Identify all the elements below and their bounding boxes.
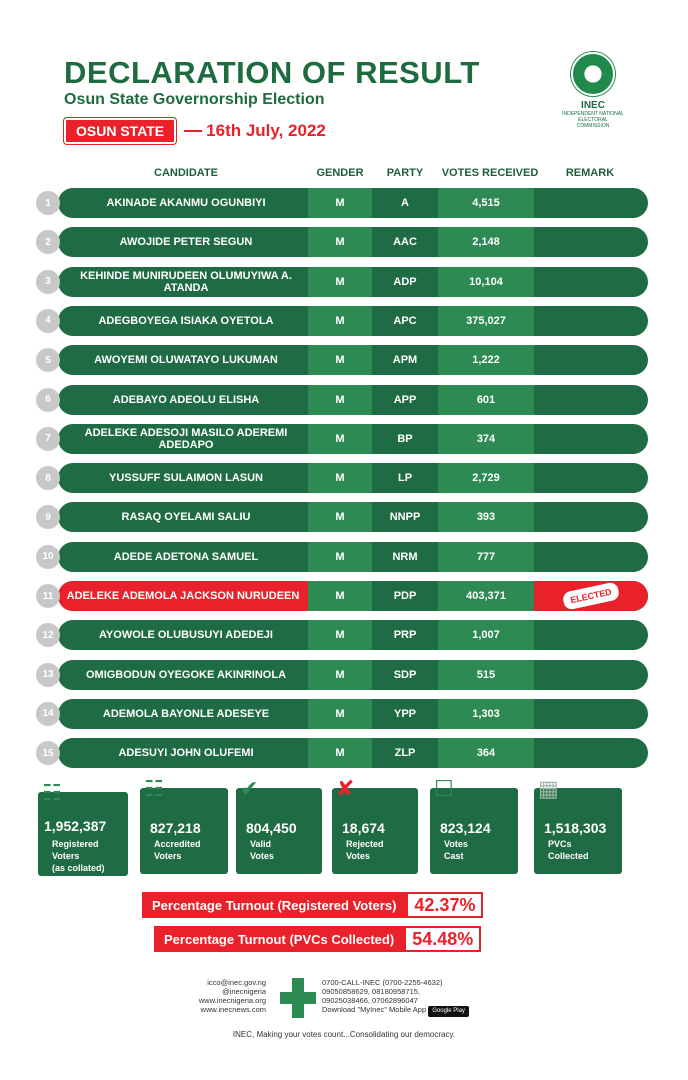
header xyxy=(64,56,480,109)
candidate-gender: M xyxy=(308,581,372,611)
table-row xyxy=(36,227,648,257)
header-remark: REMARK xyxy=(565,167,615,179)
header-votes: VOTES RECEIVED xyxy=(441,167,539,179)
candidate-name: AKINADE AKANMU OGUNBIYI xyxy=(106,197,266,209)
footer-contacts xyxy=(186,978,266,1014)
candidate-party: BP xyxy=(397,432,413,445)
candidate-remark xyxy=(534,463,648,493)
candidate-votes: 374 xyxy=(438,424,534,454)
candidate-party: PDP xyxy=(393,590,417,602)
candidate-party: AAC xyxy=(393,236,417,249)
row-number: 7 xyxy=(36,427,60,451)
stat-label: Registered Voters (as collated) xyxy=(52,839,105,873)
candidate-name: ADEBAYO ADEOLU ELISHA xyxy=(112,393,260,406)
stats-row xyxy=(38,776,638,874)
turnout-registered xyxy=(142,892,483,918)
logo-text: INEC xyxy=(581,100,605,111)
voter-card-icon: ▦ xyxy=(538,776,559,801)
candidate-votes: 375,027 xyxy=(438,306,534,336)
stat-label: Rejected Votes xyxy=(346,839,384,861)
table-row xyxy=(36,424,648,454)
candidate-votes: 403,371 xyxy=(438,581,534,611)
candidate-gender: M xyxy=(308,424,372,454)
candidate-remark xyxy=(534,345,648,375)
table-row xyxy=(36,502,648,532)
candidate-name: AWOJIDE PETER SEGUN xyxy=(119,236,253,249)
table-row xyxy=(36,385,648,415)
candidate-gender: M xyxy=(308,699,372,729)
candidate-party: ZLP xyxy=(394,747,416,760)
candidate-votes: 393 xyxy=(438,502,534,532)
candidate-party: PRP xyxy=(393,629,417,642)
footer-handle: @inecnigeria xyxy=(222,987,266,996)
turnout-value: 42.37% xyxy=(406,892,483,918)
candidate-party: NNPP xyxy=(389,511,421,524)
google-play-badge[interactable]: Google Play xyxy=(428,1006,469,1017)
table-row xyxy=(36,463,648,493)
candidate-gender: M xyxy=(308,188,372,218)
row-number: 14 xyxy=(36,702,60,726)
table-row xyxy=(36,542,648,572)
header-gender: GENDER xyxy=(316,167,364,179)
candidate-gender: M xyxy=(308,267,372,297)
table-row xyxy=(36,267,648,297)
stat-value: 1,518,303 xyxy=(544,820,607,836)
stat-value: 18,674 xyxy=(342,820,385,836)
table-row xyxy=(36,699,648,729)
candidate-remark xyxy=(534,227,648,257)
table-row xyxy=(36,620,648,650)
candidate-name: ADELEKE ADEMOLA JACKSON NURUDEEN xyxy=(58,581,308,611)
stat-valid xyxy=(236,776,322,874)
id-card-icon: ☷ xyxy=(144,776,164,801)
logo-caption: INDEPENDENT NATIONAL ELECTORAL COMMISSION xyxy=(562,111,624,129)
table-row xyxy=(36,660,648,690)
table-row xyxy=(36,345,648,375)
candidate-votes: 1,222 xyxy=(438,345,534,375)
candidate-gender: M xyxy=(308,620,372,650)
candidate-remark xyxy=(534,542,648,572)
candidate-name: RASAQ OYELAMI SALIU xyxy=(121,511,251,524)
footer-site: www.inecnews.com xyxy=(200,1005,266,1014)
turnout-label: Percentage Turnout (PVCs Collected) xyxy=(154,926,404,952)
candidate-gender: M xyxy=(308,738,372,768)
candidate-votes: 2,148 xyxy=(438,227,534,257)
footer-phone: 09025038466, 07062896047 xyxy=(322,996,418,1005)
row-number: 8 xyxy=(36,466,60,490)
ballot-check-icon: ✔ xyxy=(240,776,259,801)
row-number: 9 xyxy=(36,505,60,529)
inec-logo xyxy=(562,52,624,132)
candidate-name: YUSSUFF SULAIMON LASUN xyxy=(109,472,263,485)
candidate-gender: M xyxy=(308,542,372,572)
candidate-name: ADEGBOYEGA ISIAKA OYETOLA xyxy=(98,314,274,327)
header-candidate: CANDIDATE xyxy=(154,167,218,179)
candidate-party: APM xyxy=(392,354,418,367)
page-subtitle: Osun State Governorship Election xyxy=(64,91,325,108)
candidate-votes: 515 xyxy=(438,660,534,690)
footer-phone: 0700-CALL-INEC (0700-2255-4632) xyxy=(322,978,443,987)
stat-label: Valid Votes xyxy=(250,839,274,861)
candidate-gender: M xyxy=(308,660,372,690)
stat-value: 823,124 xyxy=(440,820,491,836)
candidate-name: AYOWOLE OLUBUSUYI ADEDEJI xyxy=(99,629,273,642)
footer-app: Download "MyInec" Mobile App xyxy=(322,1005,427,1014)
candidate-party: YPP xyxy=(393,707,416,720)
candidate-party: SDP xyxy=(393,668,417,681)
row-number: 2 xyxy=(36,230,60,254)
candidate-votes: 1,303 xyxy=(438,699,534,729)
candidate-gender: M xyxy=(308,306,372,336)
header-party: PARTY xyxy=(386,167,424,179)
row-number: 5 xyxy=(36,348,60,372)
stat-cast xyxy=(430,776,518,874)
document-icon: ☷ xyxy=(42,780,62,805)
candidate-remark xyxy=(534,424,648,454)
stat-registered xyxy=(38,780,128,876)
candidate-party: ADP xyxy=(393,275,417,288)
state-date-line xyxy=(64,118,326,144)
dash-divider xyxy=(184,130,202,132)
candidate-party: A xyxy=(401,197,409,209)
stat-value: 804,450 xyxy=(246,820,297,836)
candidate-votes: 777 xyxy=(438,542,534,572)
stat-label: PVCs Collected xyxy=(548,839,589,861)
candidate-name: ADEMOLA BAYONLE ADESEYE xyxy=(102,707,270,720)
candidate-remark xyxy=(534,188,648,218)
candidate-remark xyxy=(534,502,648,532)
row-number: 1 xyxy=(36,191,60,215)
candidate-gender: M xyxy=(308,227,372,257)
table-row xyxy=(36,188,648,218)
ballot-box-icon: ☐ xyxy=(434,776,454,801)
candidate-remark xyxy=(534,738,648,768)
row-number: 10 xyxy=(36,545,60,569)
coat-of-arms-icon xyxy=(571,52,615,96)
row-number: 12 xyxy=(36,623,60,647)
candidate-name: OMIGBODUN OYEGOKE AKINRINOLA xyxy=(85,668,287,681)
social-icons-cross xyxy=(280,978,316,1018)
stat-accredited xyxy=(140,776,228,874)
stat-pvcs xyxy=(534,776,622,874)
candidate-votes: 364 xyxy=(438,738,534,768)
candidate-votes: 4,515 xyxy=(438,188,534,218)
candidate-gender: M xyxy=(308,502,372,532)
footer-tagline: INEC, Making your votes count...Consolidating our democracy. xyxy=(232,1030,456,1039)
cross-horizontal xyxy=(280,992,316,1004)
candidate-remark xyxy=(534,385,648,415)
ballot-reject-icon: ✘ xyxy=(336,776,355,801)
row-number: 4 xyxy=(36,309,60,333)
candidate-gender: M xyxy=(308,385,372,415)
state-badge: OSUN STATE xyxy=(64,118,176,144)
candidate-party: NRM xyxy=(392,550,418,563)
candidate-remark xyxy=(534,699,648,729)
row-number: 15 xyxy=(36,741,60,765)
candidate-votes: 2,729 xyxy=(438,463,534,493)
candidate-party: APP xyxy=(393,393,417,406)
candidate-name: ADESUYI JOHN OLUFEMI xyxy=(118,747,254,760)
candidate-name: AWOYEMI OLUWATAYO LUKUMAN xyxy=(94,354,278,367)
row-number: 3 xyxy=(36,270,60,294)
row-number: 6 xyxy=(36,388,60,412)
elected-stamp: ELECTED xyxy=(562,581,621,610)
candidate-remark xyxy=(534,306,648,336)
footer-email: icco@inec.gov.ng xyxy=(207,978,266,987)
candidate-votes: 601 xyxy=(438,385,534,415)
table-row xyxy=(36,738,648,768)
candidate-party: LP xyxy=(397,472,413,485)
candidate-gender: M xyxy=(308,463,372,493)
table-row xyxy=(36,306,648,336)
candidate-remark xyxy=(534,620,648,650)
stat-rejected xyxy=(332,776,418,874)
footer-phone: 09050858629, 08180958715, xyxy=(322,987,421,996)
candidate-remark xyxy=(534,267,648,297)
turnout-label: Percentage Turnout (Registered Voters) xyxy=(142,892,406,918)
stat-label: Accredited Voters xyxy=(154,839,201,861)
candidate-gender: M xyxy=(308,345,372,375)
footer-phones xyxy=(322,978,522,1017)
table-row xyxy=(36,581,648,611)
candidate-name: KEHINDE MUNIRUDEEN OLUMUYIWA A. ATANDA xyxy=(80,269,292,294)
footer-site: www.inecnigeria.org xyxy=(198,996,266,1005)
candidate-name: ADELEKE ADESOJI MASILO ADEREMI ADEDAPO xyxy=(84,426,288,451)
stat-value: 827,218 xyxy=(150,820,201,836)
stat-label: Votes Cast xyxy=(444,839,468,861)
candidate-remark xyxy=(534,581,648,611)
stat-value: 1,952,387 xyxy=(44,818,107,834)
candidate-votes: 10,104 xyxy=(438,267,534,297)
turnout-pvcs xyxy=(154,926,481,952)
candidate-name: ADEDE ADETONA SAMUEL xyxy=(113,550,259,563)
election-date: 16th July, 2022 xyxy=(206,121,326,140)
candidate-remark xyxy=(534,660,648,690)
turnout-value: 54.48% xyxy=(404,926,481,952)
row-number: 13 xyxy=(36,663,60,687)
candidate-votes: 1,007 xyxy=(438,620,534,650)
candidate-party: APC xyxy=(393,314,417,327)
page-title: DECLARATION OF RESULT xyxy=(64,55,480,90)
row-number: 11 xyxy=(36,584,60,608)
